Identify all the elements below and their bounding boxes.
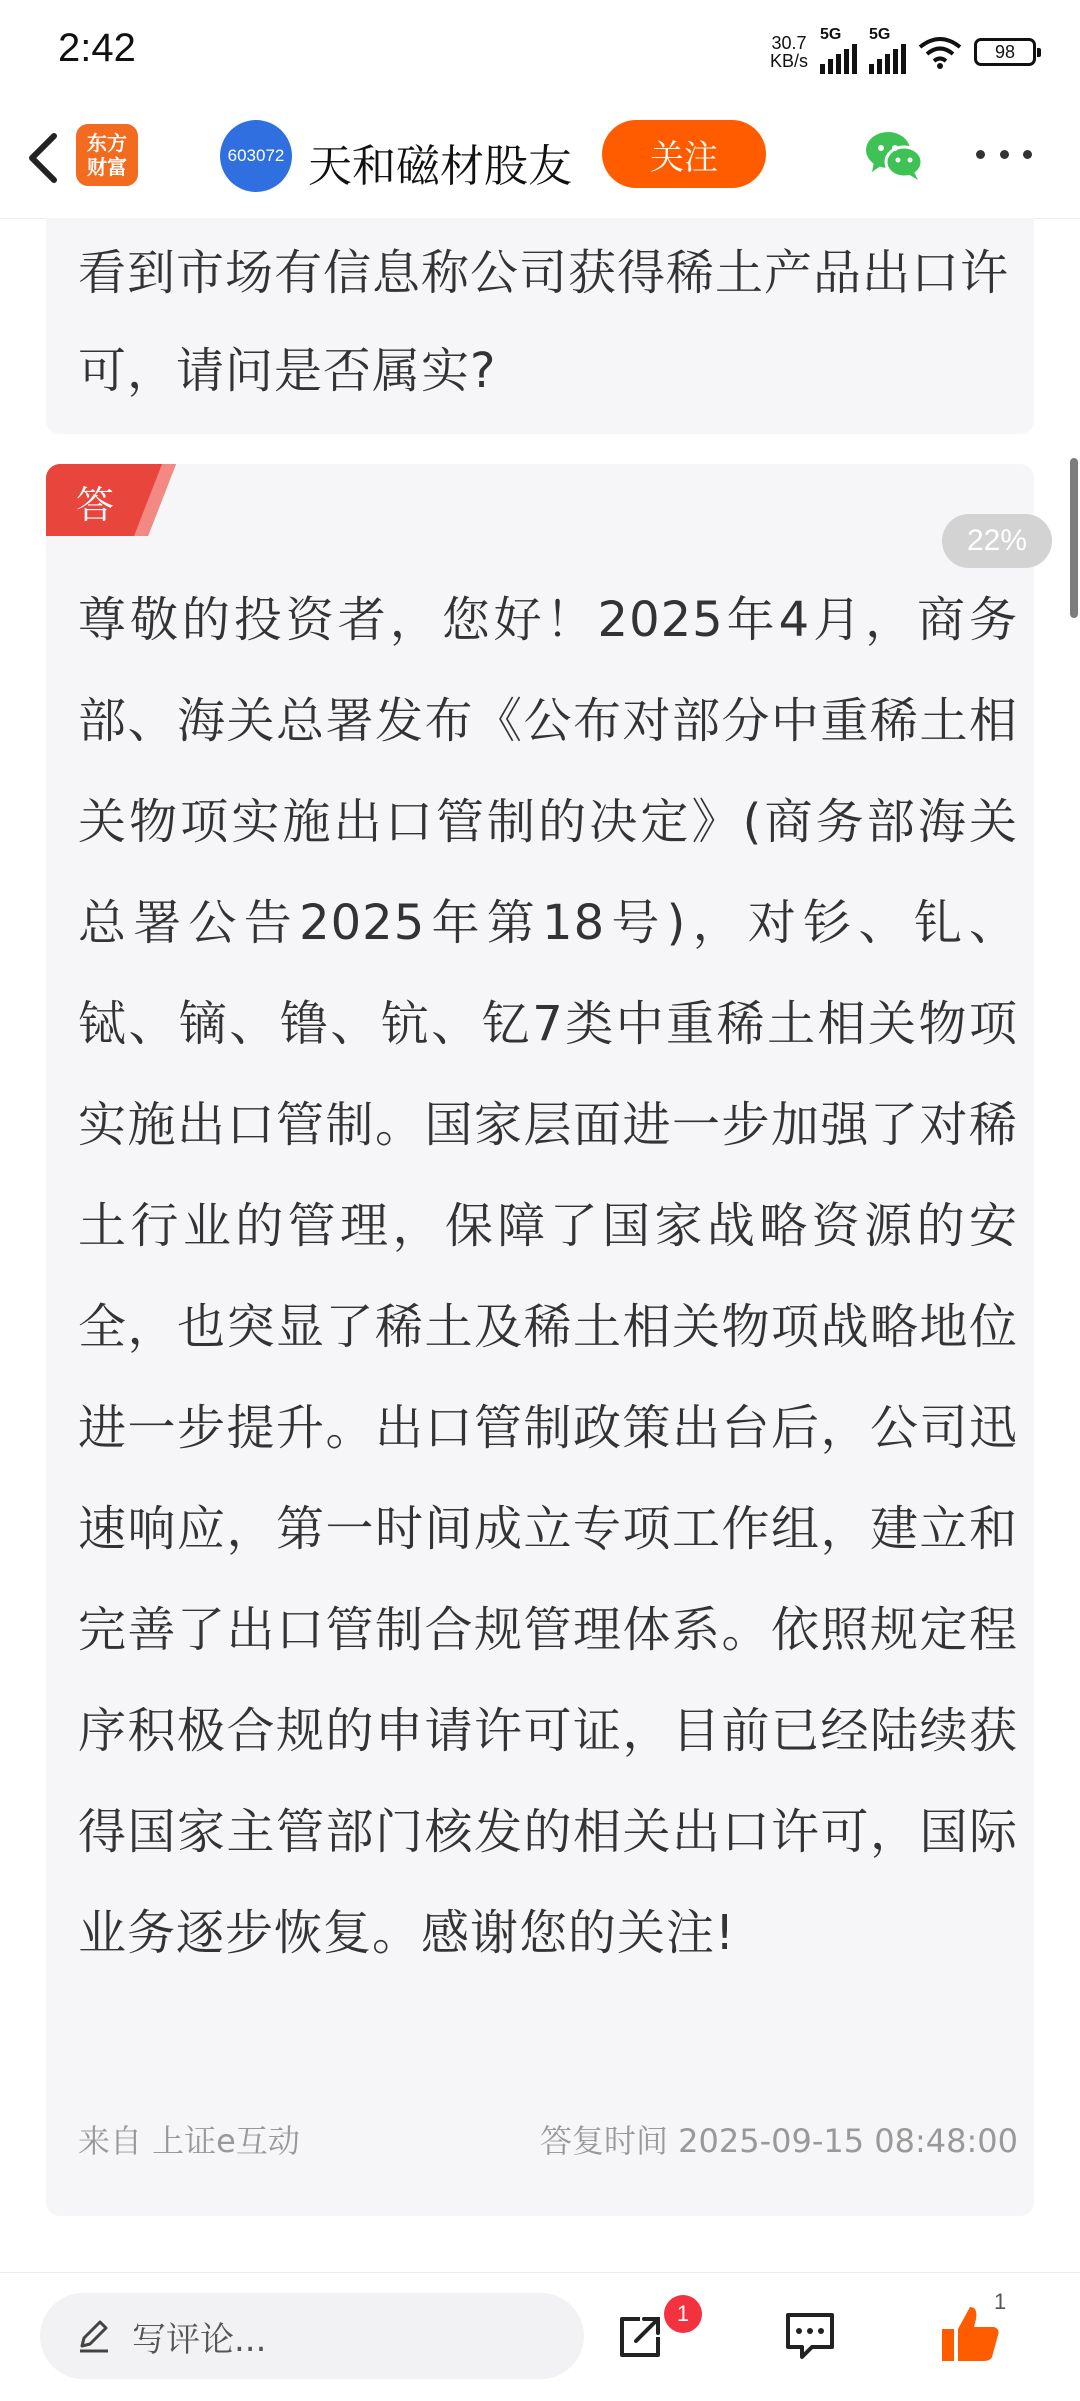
share-count-badge: 1	[664, 2295, 702, 2333]
thumbs-up-icon[interactable]	[940, 2303, 1002, 2365]
battery-icon: 98	[974, 38, 1036, 66]
scrollbar[interactable]	[1070, 458, 1078, 618]
pen-icon	[74, 2316, 114, 2356]
follow-button[interactable]: 关注	[602, 120, 766, 188]
back-icon[interactable]	[20, 128, 70, 188]
wechat-icon[interactable]	[864, 128, 924, 184]
answer-source: 来自 上证e互动	[78, 2122, 300, 2160]
signal-icon: 5G	[869, 30, 906, 74]
stock-avatar[interactable]: 603072	[220, 120, 292, 192]
signal-icon: 5G	[820, 30, 857, 74]
status-icons	[769, 26, 1036, 74]
share-icon[interactable]	[612, 2309, 668, 2365]
answer-meta	[78, 2116, 1018, 2162]
status-bar	[0, 0, 1080, 100]
comment-input[interactable]: 写评论...	[40, 2293, 584, 2379]
answer-card	[46, 464, 1034, 2216]
wifi-icon	[918, 35, 962, 69]
page-title[interactable]: 天和磁材股友	[308, 141, 572, 192]
header	[0, 100, 1080, 219]
answer-tag: 答	[46, 464, 176, 536]
question-card	[46, 218, 1034, 434]
bottom-bar	[0, 2272, 1080, 2401]
comment-icon[interactable]	[782, 2309, 838, 2363]
answer-text: 尊敬的投资者，您好！2025年4月，商务部、海关总署发布《公布对部分中重稀土相关物项实施出口管制的决定》(商务部海关总署公告2025年第18号)，对钐、钆、铽、镝、镥、钪、钇7类中重稀土相关物项实施出口管制。国家层面进一步加强了对稀土行业的管理，保障了国家战略资源的安全，也突显了稀土及稀土相关物项战略地位进一步提升。出口管制政策出台后，公司迅速响应，第一时间成立专项工作组，建立和完善了出口管制合规管理体系。依照规定程序积极合规的申请许可证，目前已经陆续获得国家主管部门核发的相关出口许可，国际业务逐步恢复。感谢您的关注!	[78, 592, 1018, 1961]
status-time: 2:42	[58, 26, 136, 70]
network-speed: 30.7 KB/s	[769, 33, 808, 71]
scroll-progress-badge: 22%	[942, 514, 1052, 568]
like-count: 1	[994, 2289, 1007, 2314]
app-logo[interactable]: 东方 财富	[76, 124, 138, 186]
question-text: 看到市场有信息称公司获得稀土产品出口许可，请问是否属实?	[78, 245, 1010, 399]
answer-time: 答复时间 2025-09-15 08:48:00	[539, 2122, 1018, 2160]
more-icon[interactable]	[976, 144, 1032, 164]
